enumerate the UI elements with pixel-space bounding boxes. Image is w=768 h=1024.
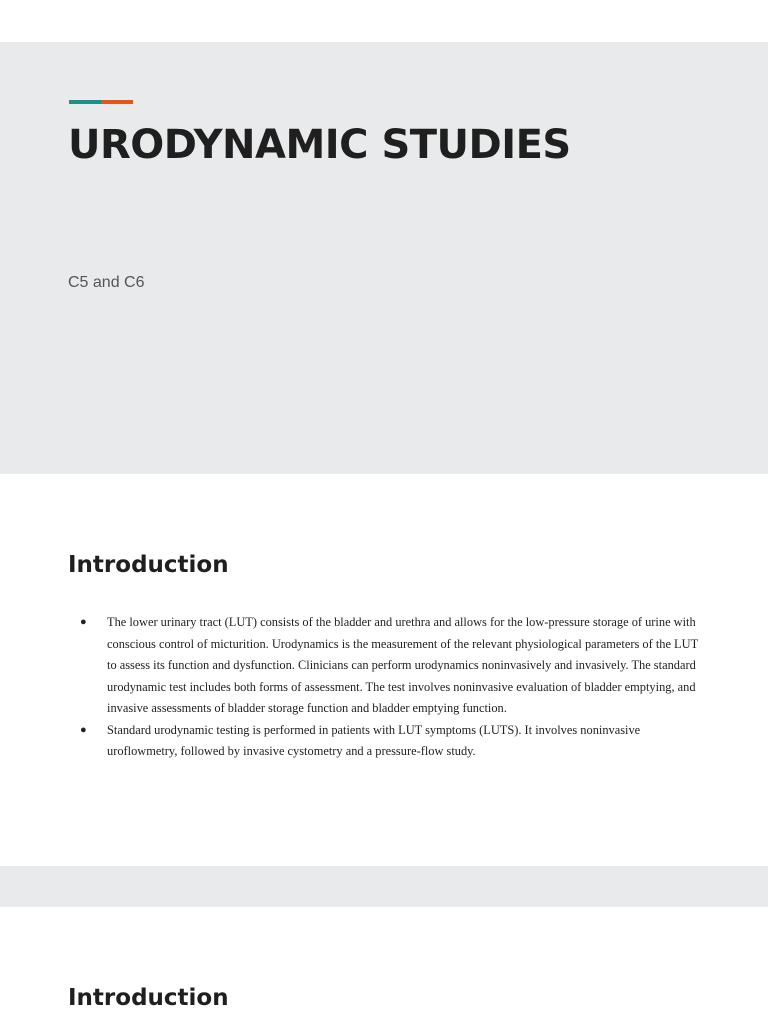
bullet-icon: ●: [80, 616, 87, 628]
accent-bar-teal: [69, 100, 101, 104]
slide-title: URODYNAMIC STUDIES: [68, 122, 571, 168]
page-top-margin: [0, 0, 768, 42]
bullet-text: Standard urodynamic testing is performed in patients with LUT symptoms (LUTS). It involves noninvasive uroflowmetry, followed by invasive cystometry and a pressure-flow study.: [107, 722, 641, 758]
bullet-item: [80, 612, 705, 720]
section-heading: Introduction: [68, 985, 229, 1011]
bullet-icon: ●: [80, 723, 87, 736]
section-heading: Introduction: [68, 552, 229, 578]
accent-bar: [69, 100, 133, 104]
intro-slide: [0, 474, 768, 866]
next-slide: [0, 907, 768, 1024]
accent-bar-orange: [101, 100, 133, 104]
slide-subtitle: C5 and C6: [68, 274, 145, 291]
bullet-text: The lower urinary tract (LUT) consists of the bladder and urethra and allows for the low-pressure storage of urine with conscious control of micturition. Urodynamics is the measurement of the relevant physiological parameters of the LUT to assess its function and dysfunction. Clinicians can perform urodynamics noninvasively and invasively. The standard urodynamic test includes both forms of assessment. The test involves noninvasive evaluation of bladder emptying, and invasive assessments of bladder storage function and bladder emptying function.: [107, 615, 698, 715]
title-slide: [0, 42, 768, 474]
bullet-item: [80, 720, 705, 763]
slide-separator: [0, 866, 768, 907]
bullet-list: [80, 612, 705, 763]
